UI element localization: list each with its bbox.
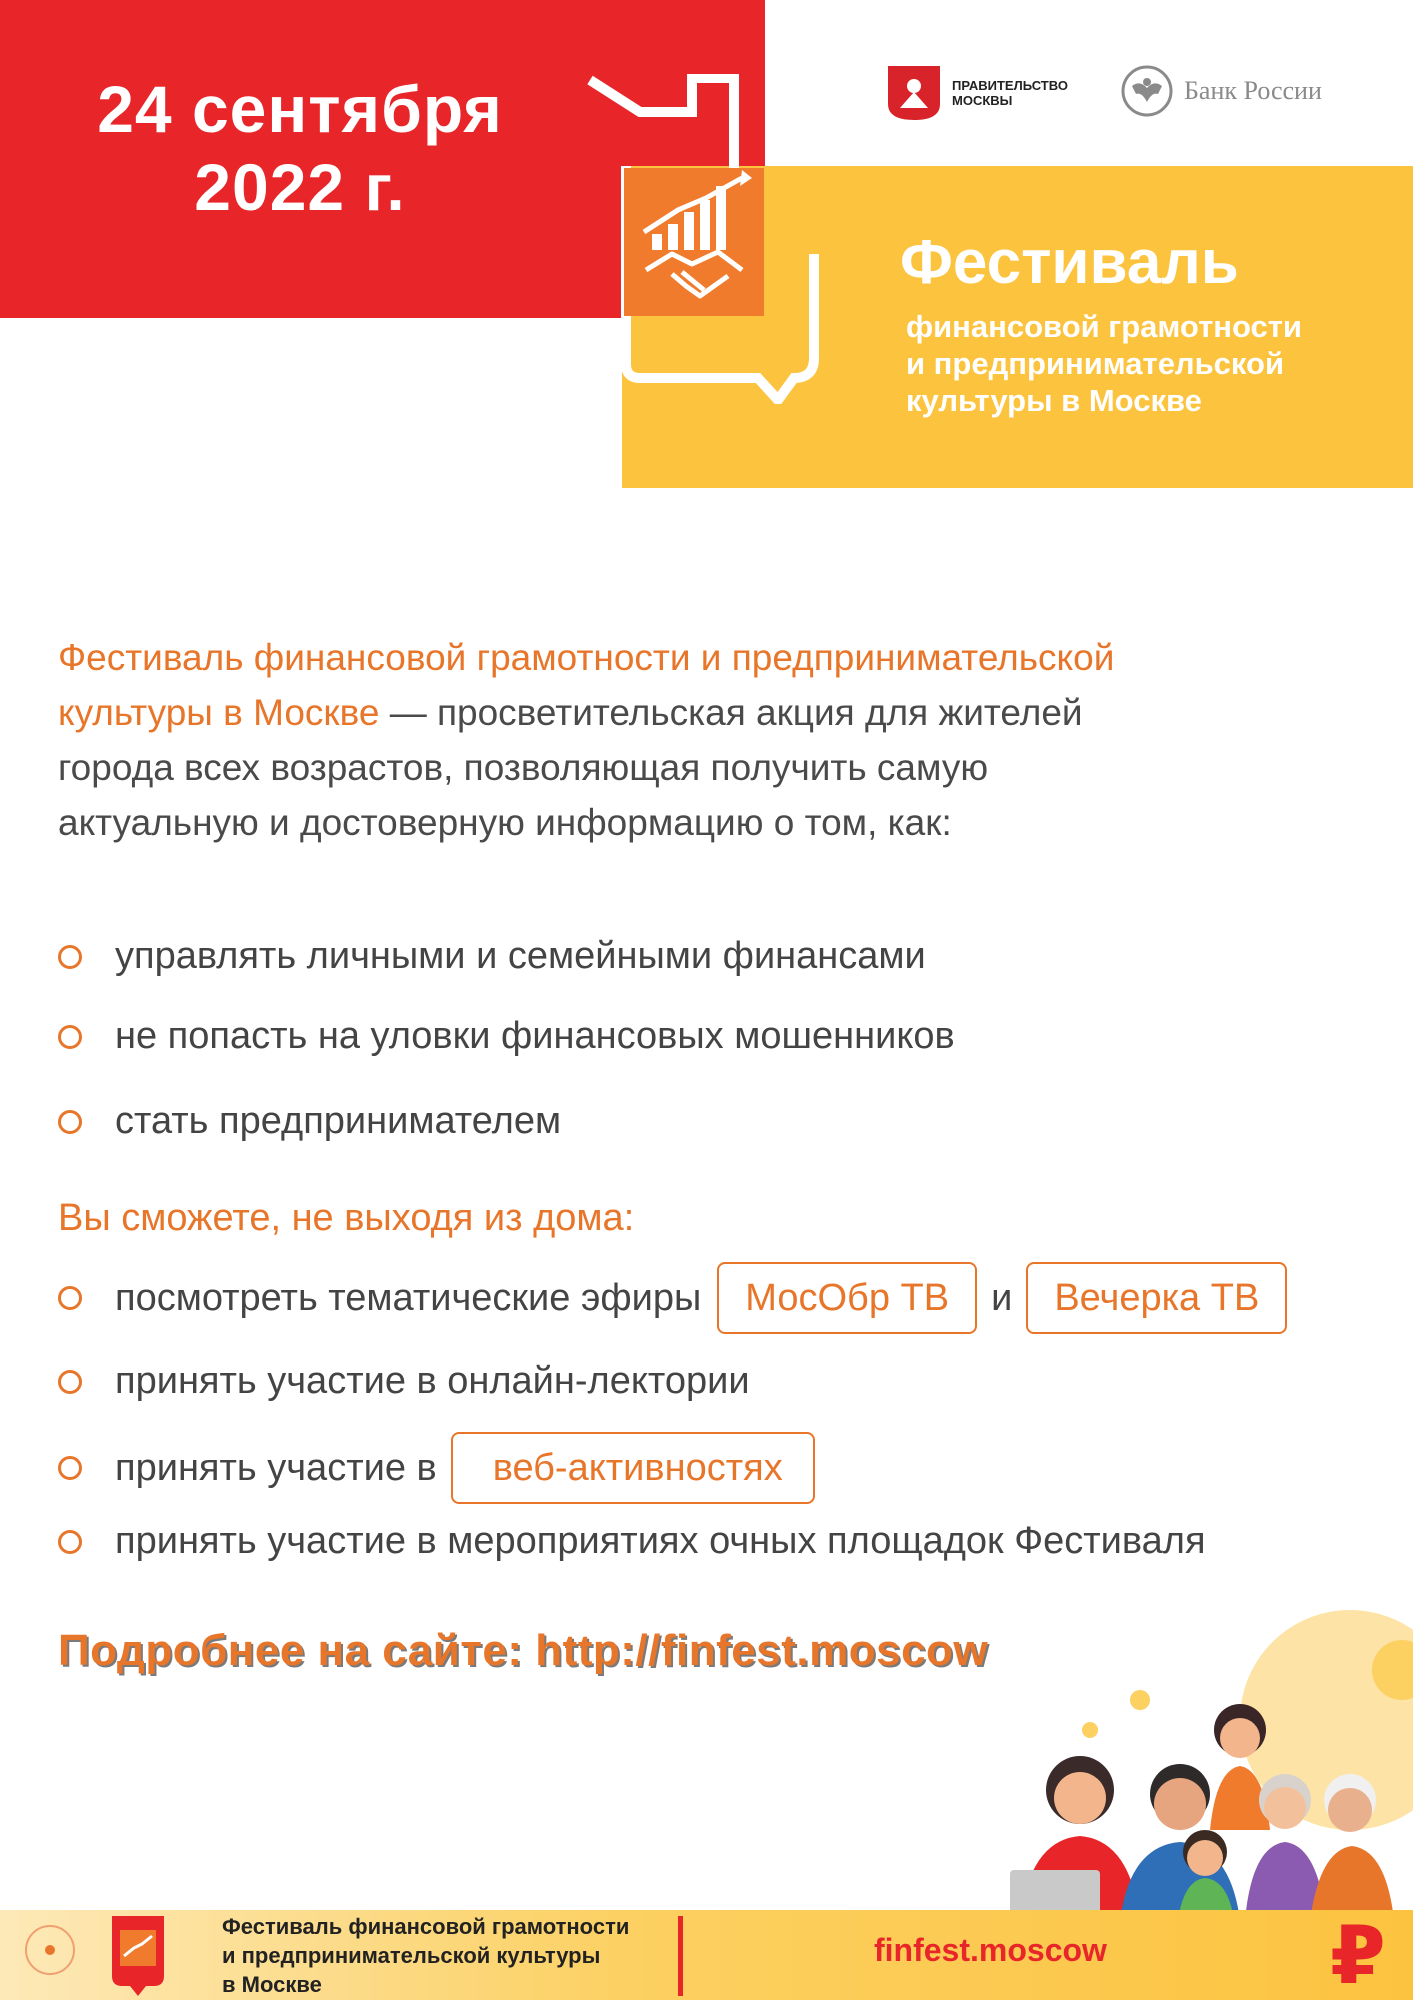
home-item-4 [58,1520,1206,1563]
web-activities-link[interactable]: веб-активностях [451,1432,815,1504]
home-item-3-text: принять участие в [115,1446,437,1489]
footer-divider [678,1916,683,1996]
gov-logo-line-1: ПРАВИТЕЛЬСТВО [952,78,1068,93]
intro-paragraph [58,630,1178,850]
footer-decor-circle-icon [20,1920,80,1980]
footer-site-link[interactable]: finfest.moscow [874,1932,1107,1968]
home-item-4-text: принять участие в мероприятиях очных площадок Фестиваля [115,1520,1206,1562]
moscow-government-logo [886,64,1082,122]
festival-subtitle-line-3: культуры в Москве [906,383,1202,418]
festival-subtitle-line-1: финансовой грамотности [906,309,1302,344]
footer-festival-name [222,1912,629,1999]
home-item-3 [58,1432,815,1504]
home-item-1 [58,1262,1287,1334]
home-item-2 [58,1360,750,1403]
more-info-link[interactable]: Подробнее на сайте: http://finfest.moscow [58,1626,989,1675]
family-illustration [990,1600,1413,1920]
goal-item-2 [58,1015,955,1058]
goal-text-2: не попасть на уловки финансовых мошенников [115,1015,955,1057]
footer-bar [0,1910,1413,2000]
bullet-circle-icon [58,1286,82,1310]
mosobr-tv-link[interactable]: МосОбр ТВ [717,1262,977,1334]
bullet-circle-icon [58,945,82,969]
goal-text-3: стать предпринимателем [115,1100,562,1142]
gov-logo-line-2: МОСКВЫ [952,93,1013,108]
ruble-icon: ₽ [1330,1911,1386,2000]
goal-text-1: управлять личными и семейными финансами [115,935,926,977]
festival-title: Фестиваль [900,228,1239,297]
date-line-1: 24 сентября [97,72,503,146]
bullet-circle-icon [58,1025,82,1049]
footer-name-line-2: и предпринимательской культуры [222,1943,601,1968]
bullet-circle-icon [58,1370,82,1394]
bank-eagle-icon [1120,64,1174,118]
vecherka-tv-link[interactable]: Вечерка ТВ [1026,1262,1287,1334]
footer-name-line-1: Фестиваль финансовой грамотности [222,1914,630,1939]
festival-subtitle [906,308,1302,419]
goal-item-1 [58,935,926,978]
home-item-1-and: и [991,1276,1013,1319]
event-date [0,70,600,226]
goal-item-3 [58,1100,561,1143]
home-item-1-text: посмотреть тематические эфиры [115,1276,702,1319]
moscow-coat-of-arms-icon [886,64,942,122]
intro-rest: — просветительская акция для жителей города всех возрастов, позволяющая получить самую актуальную и достоверную информацию о том, как: [58,692,1083,843]
festival-emblem-icon [582,74,822,404]
bullet-circle-icon [58,1530,82,1554]
intro-highlight: Фестиваль финансовой грамотности и предпринимательской культуры в Москве [58,637,1115,733]
footer-name-line-3: в Москве [222,1972,322,1997]
home-item-2-text: принять участие в онлайн-лектории [115,1360,750,1402]
bullet-circle-icon [58,1110,82,1134]
from-home-heading: Вы сможете, не выходя из дома: [58,1197,635,1239]
footer-festival-emblem-icon [108,1912,168,1998]
bank-logo-text: Банк России [1184,76,1322,105]
bullet-circle-icon [58,1456,82,1480]
festival-subtitle-line-2: и предпринимательской [906,346,1285,381]
bank-of-russia-logo [1120,64,1322,118]
date-line-2: 2022 г. [194,150,406,224]
